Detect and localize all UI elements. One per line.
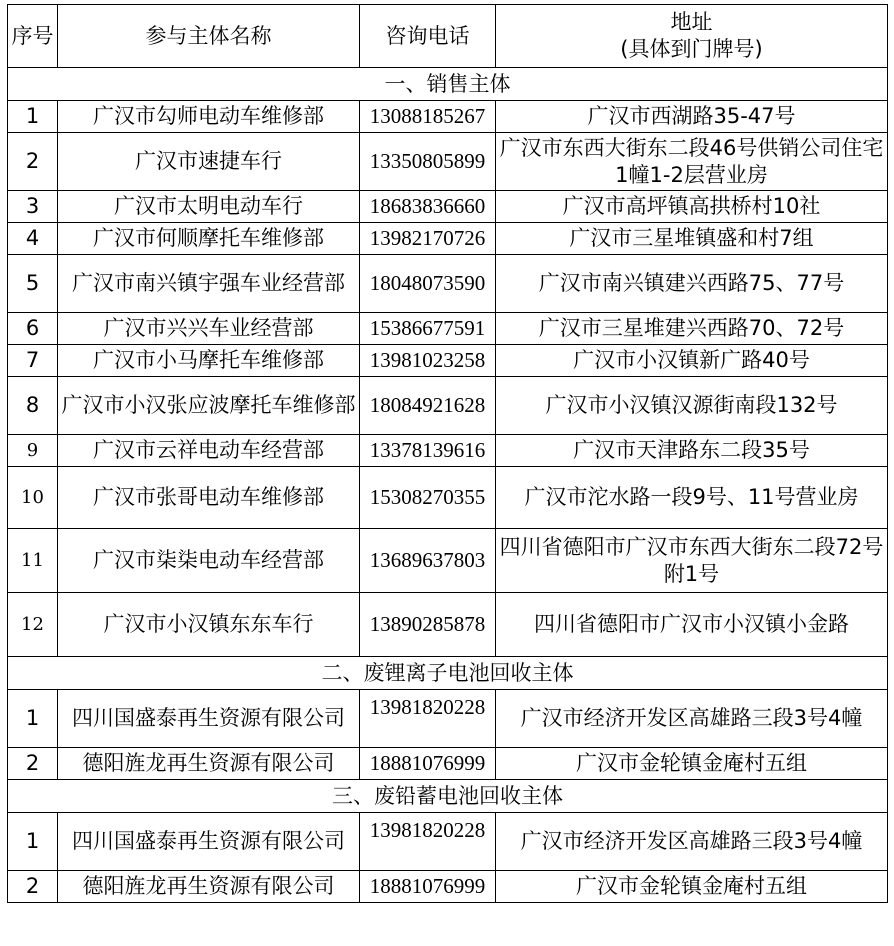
row-address: 广汉市经济开发区高雄路三段3号4幢	[496, 813, 888, 871]
row-phone: 18048073590	[360, 255, 496, 313]
row-phone: 18084921628	[360, 377, 496, 435]
row-address: 广汉市天津路东二段35号	[496, 435, 888, 467]
row-name: 广汉市何顺摩托车维修部	[58, 223, 360, 255]
row-name: 德阳旌龙再生资源有限公司	[58, 871, 360, 903]
row-index: 5	[8, 255, 58, 313]
table-row	[8, 255, 888, 313]
row-index: 10	[8, 467, 58, 529]
section-title: 三、废铅蓄电池回收主体	[8, 780, 888, 813]
row-address: 四川省德阳市广汉市小汉镇小金路	[496, 593, 888, 657]
row-index: 1	[8, 813, 58, 871]
header-index: 序号	[8, 5, 58, 68]
table-row	[8, 133, 888, 191]
section-title: 二、废锂离子电池回收主体	[8, 657, 888, 690]
header-address	[496, 5, 888, 68]
table-row	[8, 748, 888, 780]
row-name: 广汉市勾师电动车维修部	[58, 101, 360, 133]
row-name: 广汉市张哥电动车维修部	[58, 467, 360, 529]
table-row	[8, 101, 888, 133]
row-name: 广汉市柒柒电动车经营部	[58, 529, 360, 593]
header-row	[8, 5, 888, 68]
table-row	[8, 593, 888, 657]
row-address: 四川省德阳市广汉市东西大街东二段72号附1号	[496, 529, 888, 593]
header-name: 参与主体名称	[58, 5, 360, 68]
row-phone: 13689637803	[360, 529, 496, 593]
row-address: 广汉市小汉镇新广路40号	[496, 345, 888, 377]
header-address-line1: 地址	[670, 10, 713, 34]
row-address: 广汉市小汉镇汉源街南段132号	[496, 377, 888, 435]
row-name: 四川国盛泰再生资源有限公司	[58, 813, 360, 871]
row-index: 2	[8, 871, 58, 903]
row-address: 广汉市高坪镇高拱桥村10社	[496, 191, 888, 223]
row-name: 广汉市南兴镇宇强车业经营部	[58, 255, 360, 313]
section-row	[8, 657, 888, 690]
row-address: 广汉市西湖路35-47号	[496, 101, 888, 133]
row-name: 广汉市云祥电动车经营部	[58, 435, 360, 467]
row-phone: 18683836660	[360, 191, 496, 223]
row-address: 广汉市三星堆建兴西路70、72号	[496, 313, 888, 345]
section-row	[8, 780, 888, 813]
row-phone: 15308270355	[360, 467, 496, 529]
row-index: 11	[8, 529, 58, 593]
header-phone: 咨询电话	[360, 5, 496, 68]
table-row	[8, 377, 888, 435]
row-name: 广汉市速捷车行	[58, 133, 360, 191]
row-phone: 13088185267	[360, 101, 496, 133]
row-index: 4	[8, 223, 58, 255]
table-row	[8, 313, 888, 345]
row-phone: 13981820228	[360, 813, 496, 871]
table-row	[8, 467, 888, 529]
table-row	[8, 345, 888, 377]
row-address: 广汉市金轮镇金庵村五组	[496, 871, 888, 903]
row-index: 8	[8, 377, 58, 435]
row-address: 广汉市沱水路一段9号、11号营业房	[496, 467, 888, 529]
table-row	[8, 435, 888, 467]
row-index: 2	[8, 748, 58, 780]
section-row	[8, 68, 888, 101]
row-index: 6	[8, 313, 58, 345]
row-phone: 13350805899	[360, 133, 496, 191]
table-row	[8, 871, 888, 903]
row-phone: 13981023258	[360, 345, 496, 377]
row-address: 广汉市东西大街东二段46号供销公司住宅1幢1-2层营业房	[496, 133, 888, 191]
row-phone: 13890285878	[360, 593, 496, 657]
row-name: 四川国盛泰再生资源有限公司	[58, 690, 360, 748]
row-phone: 13982170726	[360, 223, 496, 255]
row-index: 9	[8, 435, 58, 467]
row-name: 德阳旌龙再生资源有限公司	[58, 748, 360, 780]
row-name: 广汉市兴兴车业经营部	[58, 313, 360, 345]
row-address: 广汉市三星堆镇盛和村7组	[496, 223, 888, 255]
row-phone: 18881076999	[360, 871, 496, 903]
row-index: 2	[8, 133, 58, 191]
table-row	[8, 813, 888, 871]
table-row	[8, 690, 888, 748]
row-phone: 15386677591	[360, 313, 496, 345]
row-index: 1	[8, 690, 58, 748]
row-name: 广汉市小汉张应波摩托车维修部	[58, 377, 360, 435]
participants-table	[7, 4, 888, 903]
row-address: 广汉市经济开发区高雄路三段3号4幢	[496, 690, 888, 748]
row-index: 7	[8, 345, 58, 377]
row-phone: 18881076999	[360, 748, 496, 780]
row-name: 广汉市太明电动车行	[58, 191, 360, 223]
row-address: 广汉市金轮镇金庵村五组	[496, 748, 888, 780]
row-phone: 13981820228	[360, 690, 496, 748]
header-address-line2: (具体到门牌号)	[620, 37, 763, 61]
row-address: 广汉市南兴镇建兴西路75、77号	[496, 255, 888, 313]
table-row	[8, 529, 888, 593]
row-name: 广汉市小马摩托车维修部	[58, 345, 360, 377]
section-title: 一、销售主体	[8, 68, 888, 101]
table-row	[8, 223, 888, 255]
row-index: 1	[8, 101, 58, 133]
row-index: 12	[8, 593, 58, 657]
row-index: 3	[8, 191, 58, 223]
row-phone: 13378139616	[360, 435, 496, 467]
row-name: 广汉市小汉镇东东车行	[58, 593, 360, 657]
table-row	[8, 191, 888, 223]
